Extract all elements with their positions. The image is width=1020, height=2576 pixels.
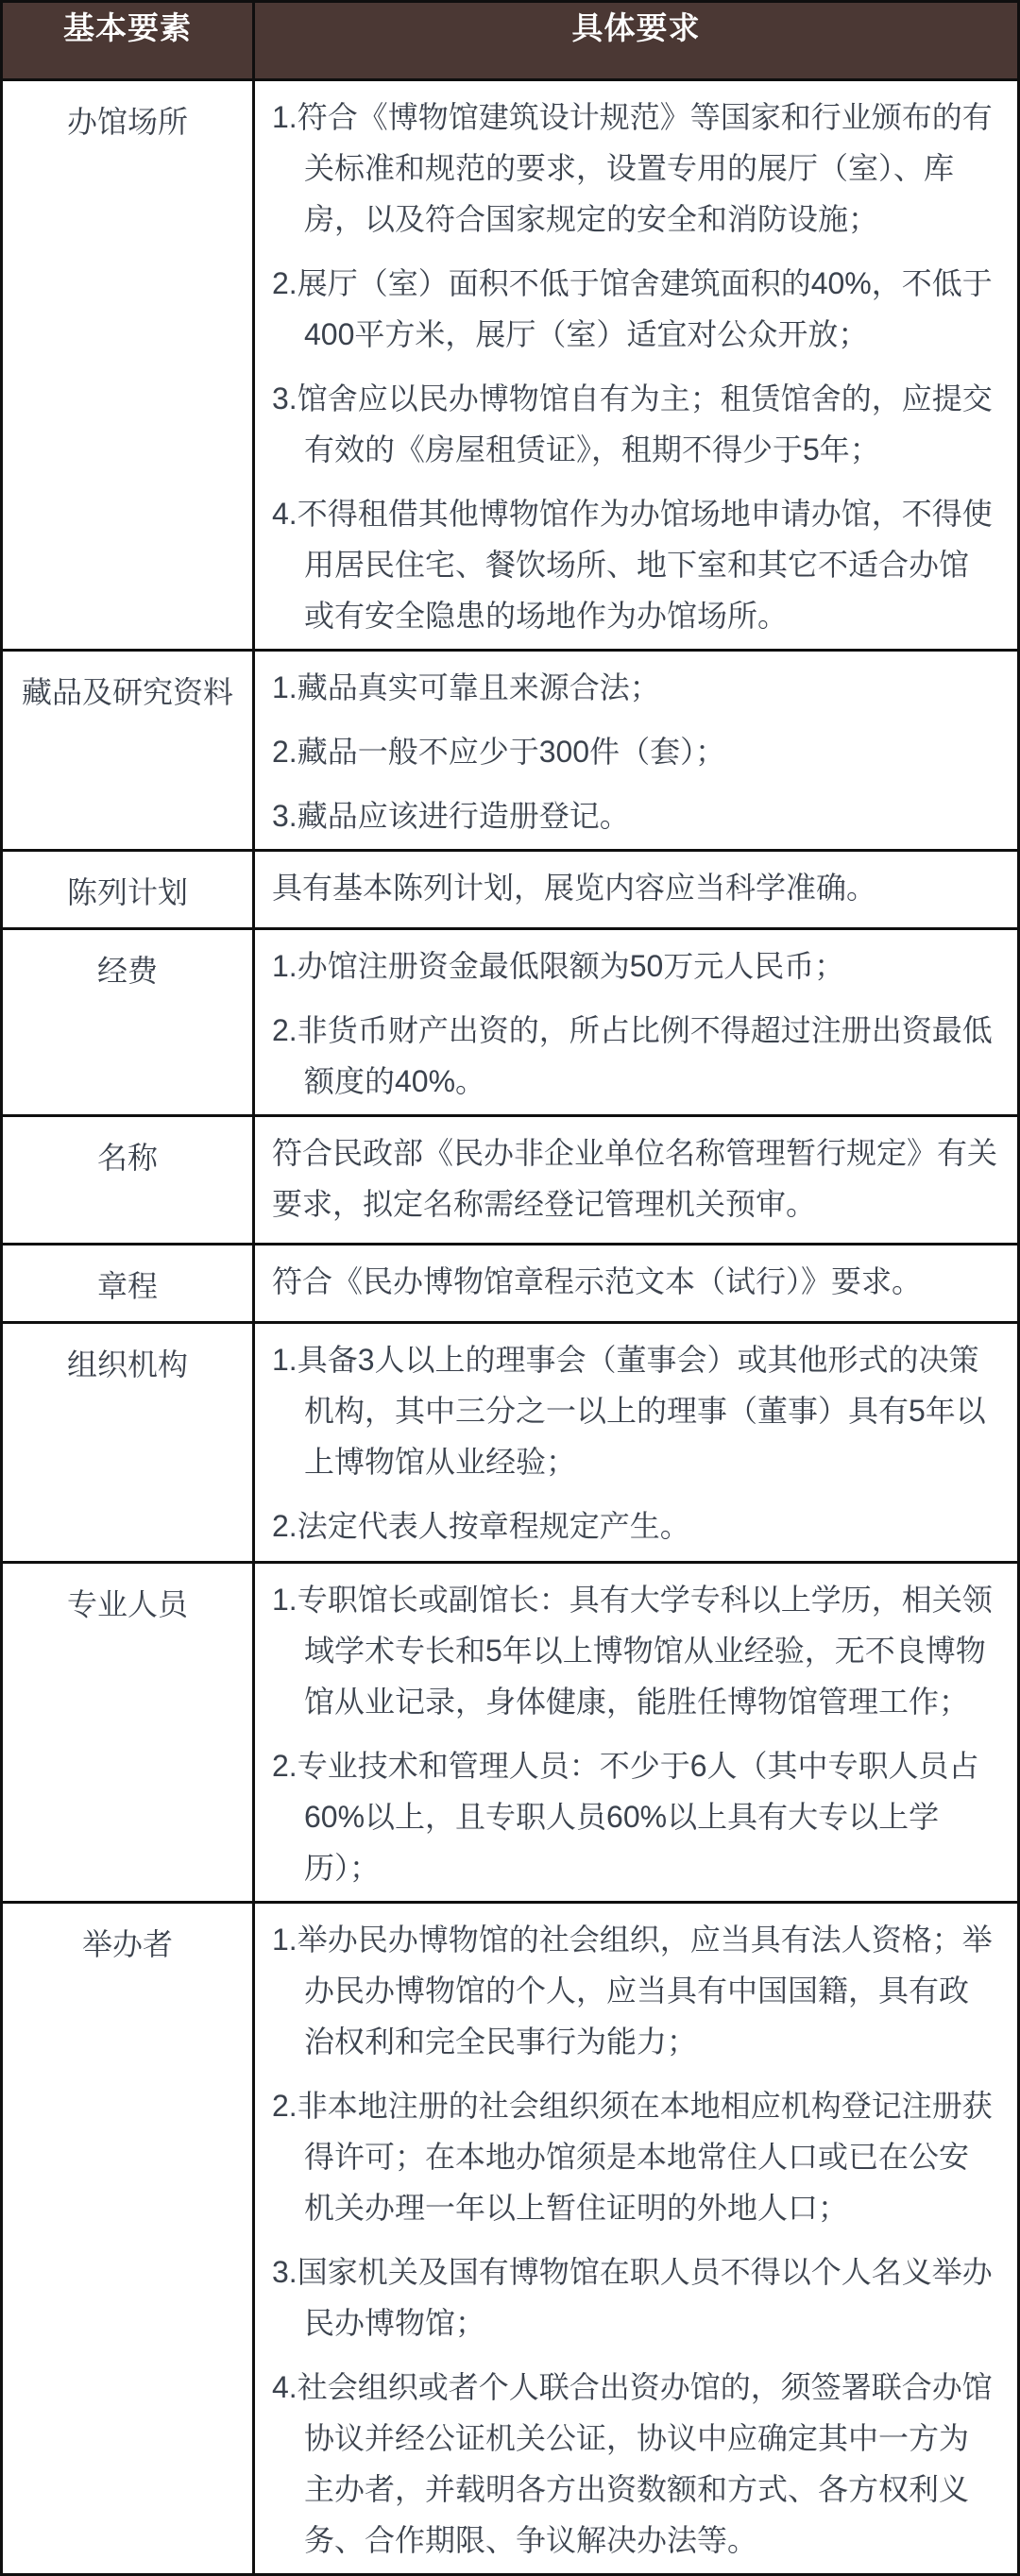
requirement-item: 具有基本陈列计划，展览内容应当科学准确。	[272, 871, 877, 905]
element-label: 名称	[2, 1116, 254, 1245]
element-label: 举办者	[2, 1903, 254, 2575]
requirement-item: 2.非本地注册的社会组织须在本地相应机构登记注册获得许可；在本地办馆须是本地常住人口或已在公安机关办理一年以上暂住证明的外地人口；	[272, 2089, 993, 2225]
table-row	[2, 851, 1019, 929]
requirement-item: 符合民政部《民办非企业单位名称管理暂行规定》有关要求，拟定名称需经登记管理机关预审。	[272, 1136, 998, 1221]
requirement-item: 1.符合《博物馆建筑设计规范》等国家和行业颁布的有关标准和规范的要求，设置专用的展厅（室）、库房，以及符合国家规定的安全和消防设施；	[272, 100, 993, 236]
requirement-item: 4.社会组织或者个人联合出资办馆的，须签署联合办馆协议并经公证机关公证，协议中应确定其中一方为主办者，并载明各方出资数额和方式、各方权利义务、合作期限、争议解决办法等。	[272, 2370, 993, 2557]
requirements-cell	[254, 80, 1019, 651]
requirements-cell	[254, 651, 1019, 851]
requirement-item: 1.具备3人以上的理事会（董事会）或其他形式的决策机构，其中三分之一以上的理事（董事）具有5年以上博物馆从业经验；	[272, 1343, 986, 1479]
requirement-item: 3.藏品应该进行造册登记。	[272, 799, 630, 833]
requirements-cell	[254, 1903, 1019, 2575]
table-row	[2, 1563, 1019, 1903]
requirement-item: 1.藏品真实可靠且来源合法；	[272, 670, 660, 704]
requirements-cell	[254, 851, 1019, 929]
table-row	[2, 1116, 1019, 1245]
requirement-item: 2.非货币财产出资的，所占比例不得超过注册出资最低额度的40%。	[272, 1013, 993, 1098]
requirement-item: 2.专业技术和管理人员：不少于6人（其中专职人员占60%以上，且专职人员60%以上具有大专以上学历）；	[272, 1749, 979, 1885]
table-row	[2, 651, 1019, 851]
element-label: 章程	[2, 1245, 254, 1323]
requirement-item: 符合《民办博物馆章程示范文本（试行）》要求。	[272, 1264, 923, 1298]
table-row	[2, 1903, 1019, 2575]
table-row	[2, 80, 1019, 651]
table-row	[2, 929, 1019, 1116]
table-row	[2, 1323, 1019, 1563]
requirement-item: 2.法定代表人按章程规定产生。	[272, 1509, 690, 1543]
requirements-cell	[254, 1323, 1019, 1563]
requirements-cell	[254, 929, 1019, 1116]
element-label: 经费	[2, 929, 254, 1116]
requirement-item: 1.举办民办博物馆的社会组织，应当具有法人资格；举办民办博物馆的个人，应当具有中国国籍，具有政治权利和完全民事行为能力；	[272, 1923, 993, 2059]
header-specific-requirements: 具体要求	[254, 2, 1019, 80]
element-label: 陈列计划	[2, 851, 254, 929]
table-header	[2, 2, 1019, 80]
requirements-cell	[254, 1245, 1019, 1323]
header-row	[2, 2, 1019, 80]
requirements-cell	[254, 1563, 1019, 1903]
header-basic-elements: 基本要素	[2, 2, 254, 80]
table-body	[2, 80, 1019, 2575]
table-row	[2, 1245, 1019, 1323]
requirement-item: 2.藏品一般不应少于300件（套）；	[272, 735, 726, 769]
requirement-item: 1.专职馆长或副馆长：具有大学专科以上学历，相关领域学术专长和5年以上博物馆从业经验，无不良博物馆从业记录，身体健康，能胜任博物馆管理工作；	[272, 1583, 993, 1719]
element-label: 藏品及研究资料	[2, 651, 254, 851]
requirements-cell	[254, 1116, 1019, 1245]
element-label: 办馆场所	[2, 80, 254, 651]
requirement-item: 1.办馆注册资金最低限额为50万元人民币；	[272, 949, 845, 983]
requirement-item: 3.馆舍应以民办博物馆自有为主；租赁馆舍的，应提交有效的《房屋租赁证》，租期不得少于5年；	[272, 381, 993, 466]
requirement-item: 2.展厅（室）面积不低于馆舍建筑面积的40%，不低于400平方米，展厅（室）适宜对公众开放；	[272, 266, 993, 351]
element-label: 组织机构	[2, 1323, 254, 1563]
requirement-item: 3.国家机关及国有博物馆在职人员不得以个人名义举办民办博物馆；	[272, 2255, 993, 2340]
element-label: 专业人员	[2, 1563, 254, 1903]
requirement-item: 4.不得租借其他博物馆作为办馆场地申请办馆，不得使用居民住宅、餐饮场所、地下室和其它不适合办馆或有安全隐患的场地作为办馆场所。	[272, 497, 993, 633]
